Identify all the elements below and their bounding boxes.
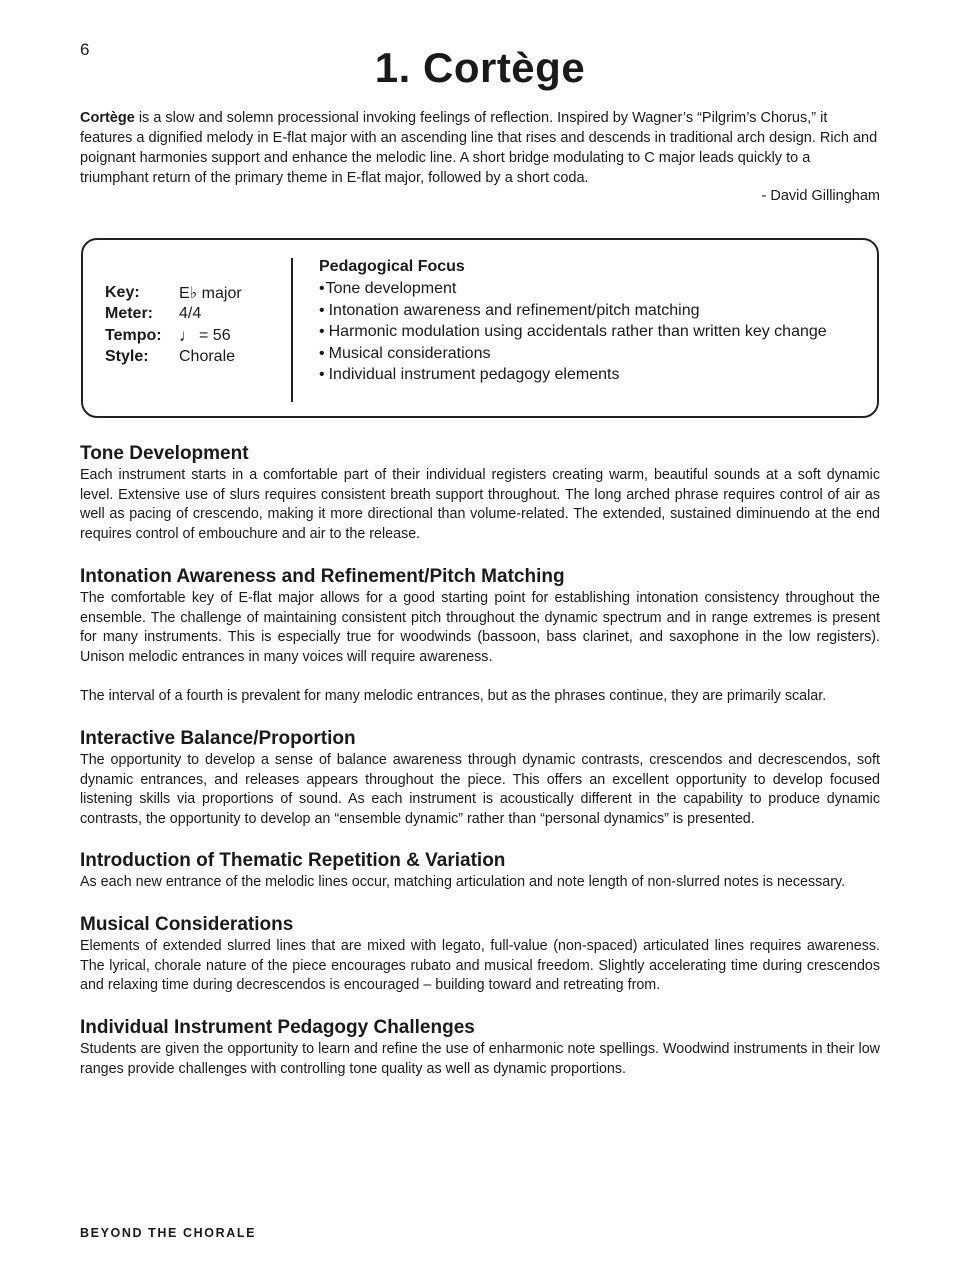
page-title: 1. Cortège [374, 44, 586, 91]
style-label: Style: [105, 348, 149, 366]
focus-item: • Harmonic modulation using accidentals rather than written key change [319, 321, 827, 343]
intro-paragraph [80, 108, 880, 188]
section-paragraph: As each new entrance of the melodic lines occur, matching articulation and note length of non-slurred notes is necessary. [80, 874, 846, 890]
info-divider [291, 258, 293, 402]
section-heading: Interactive Balance/Proportion [80, 728, 356, 749]
key-value: E♭ major [179, 284, 242, 302]
section-musical-considerations [80, 913, 880, 996]
focus-heading: Pedagogical Focus [319, 258, 465, 275]
info-box [81, 238, 879, 418]
section-paragraph: The comfortable key of E-flat major allows for a good starting point for establishing intonation consistency throughout the ensemble. The challenge of maintaining consistent pitch throughout the dynamic spectrum and in range extremes is present for many instruments. This is especially true for woodwinds (bassoon, bass clarinet, and saxophone in the low registers). Unison melodic entrances in many voices will require awareness. [80, 590, 880, 665]
section-heading: Musical Considerations [80, 914, 294, 935]
section-paragraph: The opportunity to develop a sense of balance awareness through dynamic contrasts, crescendos and decrescendos, soft dynamic entrances, and releases appears throughout the piece. This offers an excellent opportunity to develop focused listening skills via proportions of sound. As each instrument is acoustically different in the capability to produce dynamic contrasts, the opportunity to develop an “ensemble dynamic” rather than “personal dynamics” is presented. [80, 752, 880, 827]
section-heading: Individual Instrument Pedagogy Challenges [80, 1017, 475, 1038]
tempo-row [105, 325, 242, 347]
section-paragraph: Elements of extended slurred lines that are mixed with legato, full-value (non-spaced) articulated lines requires awareness. The lyrical, chorale nature of the piece encourages rubato and musical freedom. Slightly accelerating time during crescendos and relaxing time during decrescendos is encouraged – building toward and retreating from. [80, 938, 880, 994]
tempo-label: Tempo: [105, 326, 162, 344]
meter-value: 4/4 [179, 305, 202, 323]
focus-item: • Musical considerations [319, 343, 827, 365]
focus-item: • Individual instrument pedagogy elements [319, 364, 827, 386]
section-thematic-repetition [80, 849, 880, 893]
focus-item: • Tone development [319, 278, 827, 300]
section-paragraph: Students are given the opportunity to learn and refine the use of enharmonic note spellings. Woodwind instruments in their low ranges provide challenges with controlling tone quality as well as dynamic proportions. [80, 1041, 880, 1077]
style-row [105, 347, 242, 369]
section-paragraph: Each instrument starts in a comfortable part of their individual registers creating warm, beautiful sounds at a soft dynamic level. Extensive use of slurs requires consistent breath support throughout. The long arched phrase requires control of air as well as pacing of crescendo, making it more directional than volume-related. The extended, sustained diminuendo at the end requires control of embouchure and air to the release. [80, 467, 880, 542]
focus-list [319, 278, 827, 386]
section-tone-development [80, 442, 880, 544]
meter-label: Meter: [105, 305, 154, 323]
section-pedagogy-challenges [80, 1016, 880, 1079]
book-title-footer: BEYOND THE CHORALE [80, 1226, 257, 1240]
section-intonation [80, 565, 880, 707]
quarter-note-icon: ♩ [179, 325, 196, 345]
intro-text: is a slow and solemn processional invoking feelings of reflection. Inspired by Wagner’s “Pilgrim’s Chorus,” it features a dignified melody in E-flat major with an ascending line that rises and descends in traditional arch design. Rich and poignant harmonies support and enhance the melodic line. A short bridge modulating to C major leads quickly to a triumphant return of the primary theme in E-flat major, followed by a short coda. [80, 110, 878, 186]
focus-item: • Intonation awareness and refinement/pitch matching [319, 300, 827, 322]
pedagogical-focus [319, 256, 827, 386]
key-row [105, 282, 242, 304]
key-label: Key: [105, 283, 140, 301]
attribution: - David Gillingham [761, 188, 880, 204]
section-heading: Introduction of Thematic Repetition & Variation [80, 850, 506, 871]
tempo-value: = 56 [199, 326, 231, 344]
section-heading: Intonation Awareness and Refinement/Pitch Matching [80, 566, 565, 587]
piece-details [105, 282, 242, 368]
intro-lead: Cortège [80, 110, 135, 126]
meter-row [105, 304, 242, 326]
page-number: 6 [80, 40, 90, 59]
section-paragraph: The interval of a fourth is prevalent for many melodic entrances, but as the phrases continue, they are primarily scalar. [80, 687, 827, 704]
style-value: Chorale [179, 348, 236, 366]
section-heading: Tone Development [80, 443, 249, 464]
section-balance [80, 727, 880, 829]
